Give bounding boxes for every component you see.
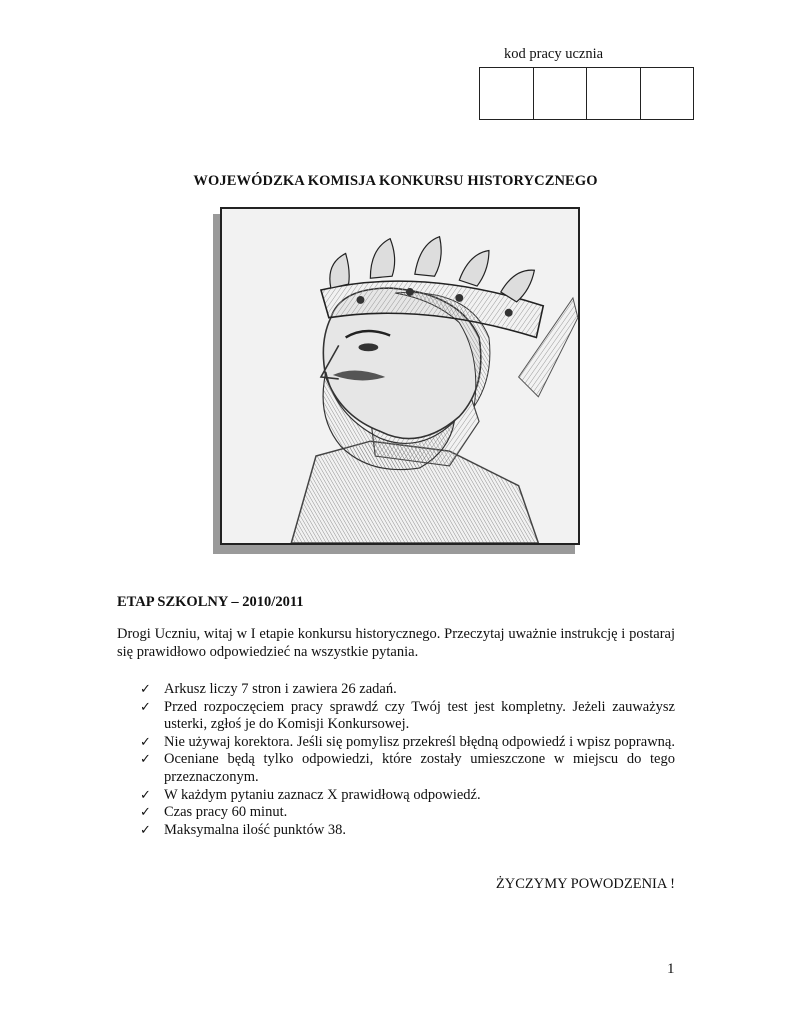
good-luck-text: ŻYCZYMY POWODZENIA ! (495, 876, 675, 892)
crowned-king-icon (222, 209, 578, 543)
student-code-label: kod pracy ucznia (504, 46, 604, 62)
list-item (140, 787, 675, 805)
rule-text: Czas pracy 60 minut. (164, 804, 288, 821)
student-code-boxes (479, 67, 694, 120)
list-item (140, 699, 675, 734)
rule-text: Arkusz liczy 7 stron i zawiera 26 zadań. (164, 681, 397, 697)
checkmark-icon: ✓ (140, 805, 151, 821)
king-portrait-image (220, 207, 580, 545)
instructions-list (140, 681, 675, 839)
list-item (140, 822, 675, 840)
code-box-3[interactable] (587, 68, 641, 119)
rule-text: Nie używaj korektora. Jeśli się pomylisz przekreśl błędną odpowiedź i wpisz poprawną. (164, 733, 675, 750)
document-title: WOJEWÓDZKA KOMISJA KONKURSU HISTORYCZNEGO (193, 173, 598, 189)
checkmark-icon: ✓ (140, 752, 151, 768)
list-item (140, 681, 675, 699)
code-box-1[interactable] (480, 68, 534, 119)
list-item (140, 804, 675, 822)
stage-heading: ETAP SZKOLNY – 2010/2011 (117, 594, 304, 610)
rule-text: Oceniane będą tylko odpowiedzi, które zostały umieszczone w miejscu do tego przeznaczonym. (164, 751, 675, 785)
list-item (140, 734, 675, 752)
rule-text: Przed rozpoczęciem pracy sprawdź czy Twój test jest kompletny. Jeżeli zauważysz usterki, zgłoś je do Komisji Konkursowej. (164, 698, 675, 733)
checkmark-icon: ✓ (140, 699, 151, 715)
rule-text: Maksymalna ilość punktów 38. (164, 821, 347, 838)
checkmark-icon: ✓ (140, 822, 151, 838)
rule-text: W każdym pytaniu zaznacz X prawidłową odpowiedź. (164, 786, 481, 803)
checkmark-icon: ✓ (140, 682, 151, 697)
checkmark-icon: ✓ (140, 734, 151, 750)
checkmark-icon: ✓ (140, 787, 151, 803)
page-number: 1 (667, 961, 675, 977)
list-item (140, 751, 675, 786)
code-box-4[interactable] (641, 68, 694, 119)
code-box-2[interactable] (534, 68, 588, 119)
intro-paragraph: Drogi Uczniu, witaj w I etapie konkursu historycznego. Przeczytaj uważnie instrukcję i postaraj się prawidłowo odpowiedzieć na wszystkie pytania. (117, 626, 675, 660)
